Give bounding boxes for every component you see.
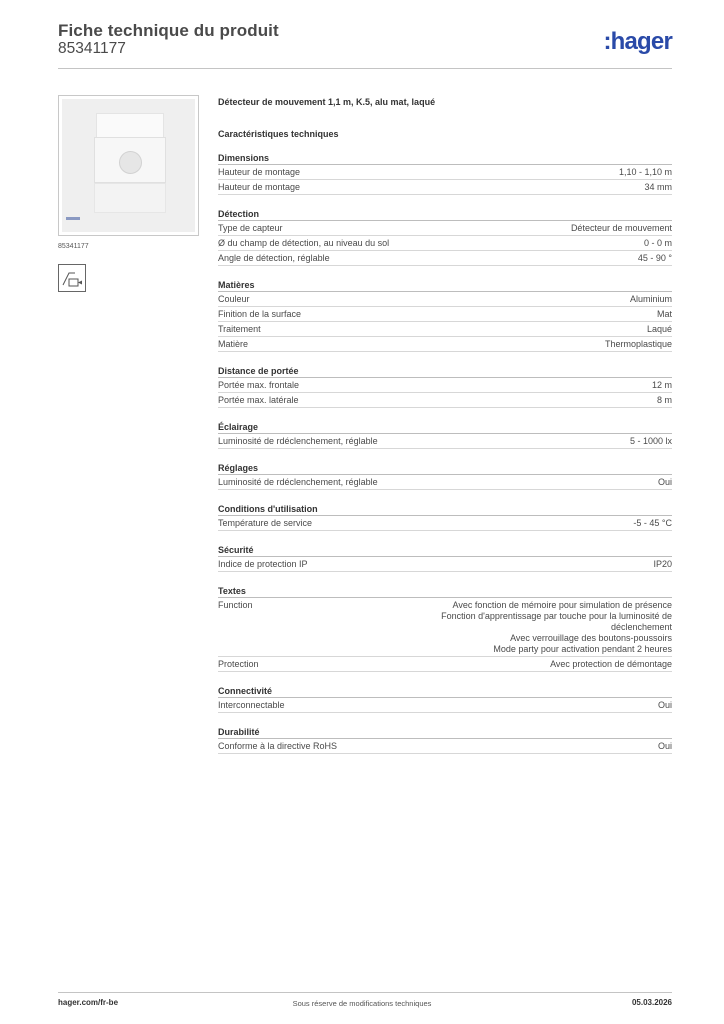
spec-value: 8 m <box>656 395 672 405</box>
spec-label: Température de service <box>218 518 313 528</box>
spec-group-title: Textes <box>218 586 672 598</box>
spec-row <box>218 292 672 307</box>
wall-mount-icon <box>58 264 86 292</box>
spec-group-title: Conditions d'utilisation <box>218 504 672 516</box>
spec-label: Interconnectable <box>218 700 285 710</box>
spec-group-title: Réglages <box>218 463 672 475</box>
spec-group <box>218 504 672 531</box>
spec-value: Oui <box>657 741 672 751</box>
spec-group <box>218 422 672 449</box>
spec-value: -5 - 45 °C <box>633 518 672 528</box>
product-photo <box>62 99 195 232</box>
spec-label: Hauteur de montage <box>218 182 301 192</box>
spec-row <box>218 378 672 393</box>
spec-label: Indice de protection IP <box>218 559 308 569</box>
spec-label: Function <box>218 600 253 610</box>
spec-group <box>218 727 672 754</box>
spec-group <box>218 586 672 672</box>
footer-notice: Sous réserve de modifications techniques <box>292 999 432 1008</box>
spec-row <box>218 557 672 572</box>
spec-label: Ø du champ de détection, au niveau du sol <box>218 238 390 248</box>
spec-label: Type de capteur <box>218 223 283 233</box>
spec-row <box>218 434 672 449</box>
spec-row <box>218 221 672 236</box>
spec-value: 45 - 90 ° <box>637 253 672 263</box>
spec-value-line: déclenchement <box>610 622 672 632</box>
spec-row <box>218 236 672 251</box>
spec-row <box>218 307 672 322</box>
spec-row <box>218 516 672 531</box>
spec-row <box>218 251 672 266</box>
spec-group <box>218 366 672 408</box>
spec-row <box>218 475 672 490</box>
specifications <box>218 97 672 754</box>
device-adjust-knob <box>119 151 142 174</box>
spec-row <box>218 698 672 713</box>
spec-label: Couleur <box>218 294 250 304</box>
spec-value: Thermoplastique <box>604 339 672 349</box>
brand-mark-icon <box>66 217 80 220</box>
spec-group-title: Dimensions <box>218 153 672 165</box>
spec-label: Portée max. frontale <box>218 380 300 390</box>
spec-value-line: Avec verrouillage des boutons-poussoirs <box>510 633 672 643</box>
header-divider <box>58 68 672 69</box>
spec-label: Luminosité de rdéclenchement, réglable <box>218 436 378 446</box>
spec-group <box>218 686 672 713</box>
spec-row <box>218 657 672 672</box>
spec-label: Conforme à la directive RoHS <box>218 741 338 751</box>
spec-value: Mat <box>656 309 672 319</box>
spec-value-line: Avec fonction de mémoire pour simulation de présence <box>452 600 672 610</box>
spec-value-line: Fonction d'apprentissage par touche pour la luminosité de <box>441 611 672 621</box>
product-image-frame <box>58 95 199 236</box>
spec-value: Oui <box>657 477 672 487</box>
spec-value: Détecteur de mouvement <box>570 223 672 233</box>
spec-value: 5 - 1000 lx <box>629 436 672 446</box>
spec-value: 1,10 - 1,10 m <box>618 167 672 177</box>
spec-group-title: Distance de portée <box>218 366 672 378</box>
spec-label: Protection <box>218 659 259 669</box>
spec-groups <box>218 153 672 754</box>
spec-value: 12 m <box>651 380 672 390</box>
product-name: Détecteur de mouvement 1,1 m, K.5, alu mat, laqué <box>218 97 436 107</box>
logo-text: hager <box>610 28 672 55</box>
spec-label: Finition de la surface <box>218 309 302 319</box>
spec-group-title: Connectivité <box>218 686 672 698</box>
spec-row <box>218 598 672 657</box>
spec-value: 0 - 0 m <box>643 238 672 248</box>
spec-group <box>218 280 672 352</box>
spec-value: 34 mm <box>644 182 672 192</box>
spec-row <box>218 165 672 180</box>
spec-row <box>218 337 672 352</box>
spec-label: Portée max. latérale <box>218 395 299 405</box>
spec-value: IP20 <box>653 559 672 569</box>
spec-value: Aluminium <box>629 294 672 304</box>
spec-label: Traitement <box>218 324 261 334</box>
sidebar-product-code: 85341177 <box>58 243 89 250</box>
device-base <box>94 183 166 213</box>
product-number: 85341177 <box>58 40 126 57</box>
spec-group-title: Durabilité <box>218 727 672 739</box>
spec-label: Luminosité de rdéclenchement, réglable <box>218 477 378 487</box>
spec-row <box>218 739 672 754</box>
spec-label: Angle de détection, réglable <box>218 253 330 263</box>
spec-value-line: Mode party pour activation pendant 2 heures <box>493 644 672 654</box>
spec-group <box>218 153 672 195</box>
spec-label: Matière <box>218 339 249 349</box>
spec-value: Laqué <box>646 324 672 334</box>
spec-row <box>218 393 672 408</box>
spec-group-title: Éclairage <box>218 422 672 434</box>
spec-label: Hauteur de montage <box>218 167 301 177</box>
spec-group <box>218 463 672 490</box>
spec-value: Oui <box>657 700 672 710</box>
footer-date: 05.03.2026 <box>631 998 672 1007</box>
spec-group-title: Détection <box>218 209 672 221</box>
spec-group-title: Matières <box>218 280 672 292</box>
footer-website-link[interactable]: hager.com/fr-be <box>58 998 119 1007</box>
spec-row <box>218 180 672 195</box>
spec-value: Avec protection de démontage <box>550 659 672 669</box>
spec-value <box>441 600 672 655</box>
footer-divider <box>58 992 672 993</box>
spec-group <box>218 209 672 266</box>
hager-logo[interactable] <box>603 28 672 56</box>
logo-colon-icon: : <box>603 28 611 55</box>
section-title: Caractéristiques techniques <box>218 129 339 139</box>
spec-row <box>218 322 672 337</box>
page-title: Fiche technique du produit <box>58 21 279 40</box>
spec-group-title: Sécurité <box>218 545 672 557</box>
spec-group <box>218 545 672 572</box>
